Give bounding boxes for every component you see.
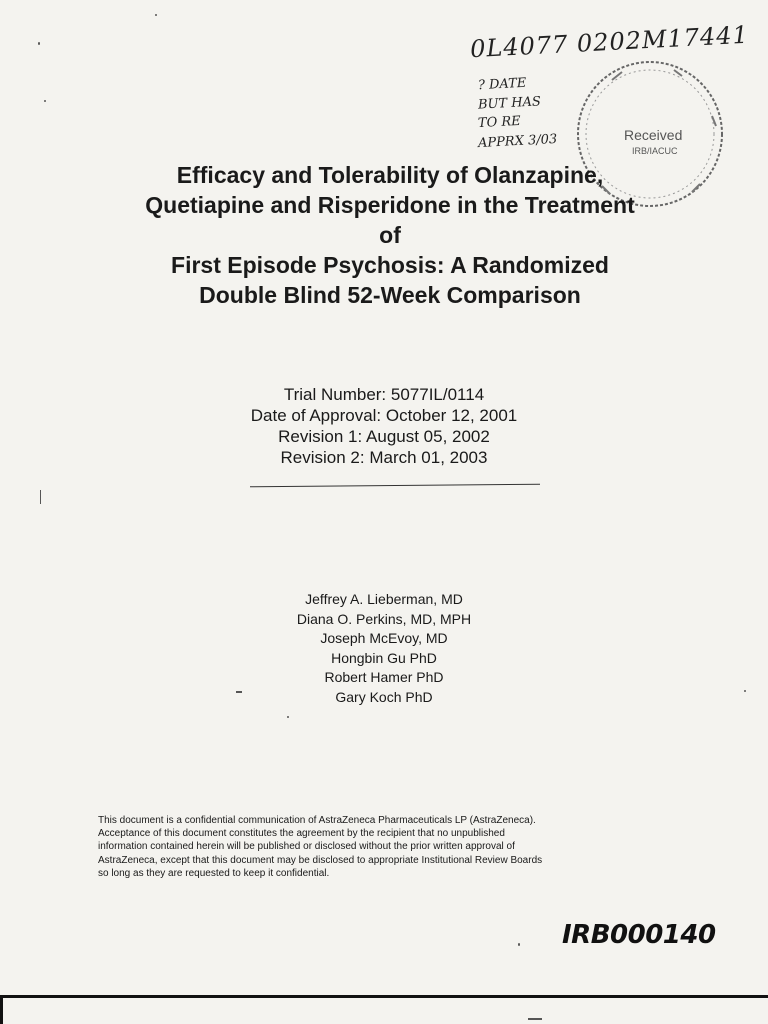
handwritten-tracking-code: 0L4077 0202M17441 [469,20,750,64]
title-line: Double Blind 52-Week Comparison [199,282,581,308]
scan-speck [528,1018,542,1020]
author-name: Joseph McEvoy, MD [320,630,448,646]
scan-border-edge [0,995,3,1024]
document-title [90,160,690,310]
handwritten-note-line: APPRX 3/03 [477,131,558,152]
title-line: First Episode Psychosis: A Randomized [171,252,609,278]
revision-2: Revision 2: March 01, 2003 [280,448,488,467]
handwritten-note-line: BUT HAS [477,94,542,113]
handwritten-underline [250,484,540,488]
notice-line: so long as they are requested to keep it confidential. [98,867,330,879]
author-name: Robert Hamer PhD [324,669,444,685]
scan-speck [38,42,40,45]
handwritten-irb-code: IRB000140 [562,920,716,950]
revision-1: Revision 1: August 05, 2002 [278,427,490,446]
notice-line: information contained herein will be published or disclosed without the prior written approval of [98,841,515,853]
confidentiality-notice [98,814,738,880]
scan-speck [155,14,157,16]
author-name: Jeffrey A. Lieberman, MD [305,591,463,607]
scan-speck [518,943,520,946]
title-line: Quetiapine and Risperidone in the Treatment [145,192,635,218]
stamp-office-text: IRB/IACUC [632,146,678,156]
author-name: Hongbin Gu PhD [331,649,437,666]
scan-speck [287,716,289,718]
author-name: Diana O. Perkins, MD, MPH [296,610,472,627]
notice-line: AstraZeneca, except that this document may be disclosed to appropriate Institutional Review Boards [98,854,543,866]
scan-speck [44,100,46,102]
notice-line: This document is a confidential communication of AstraZeneca Pharmaceuticals LP (AstraZeneca). [98,815,536,826]
scan-speck [40,490,41,504]
approval-date: Date of Approval: October 12, 2001 [250,406,518,425]
stamp-received-text: Received [624,127,683,143]
scan-border-line [0,995,768,998]
title-line: Efficacy and Tolerability of Olanzapine, [176,162,604,188]
scan-speck [744,690,746,692]
trial-number: Trial Number: 5077IL/0114 [283,385,485,404]
author-list [234,590,534,707]
trial-metadata [180,384,588,468]
title-line: of [379,222,401,248]
author-name: Gary Koch PhD [335,688,433,705]
handwritten-note-line: ? DATE [477,75,527,94]
notice-line: Acceptance of this document constitutes the agreement by the recipient that no unpublished [98,828,505,840]
handwritten-note-line: TO RE [477,113,522,132]
